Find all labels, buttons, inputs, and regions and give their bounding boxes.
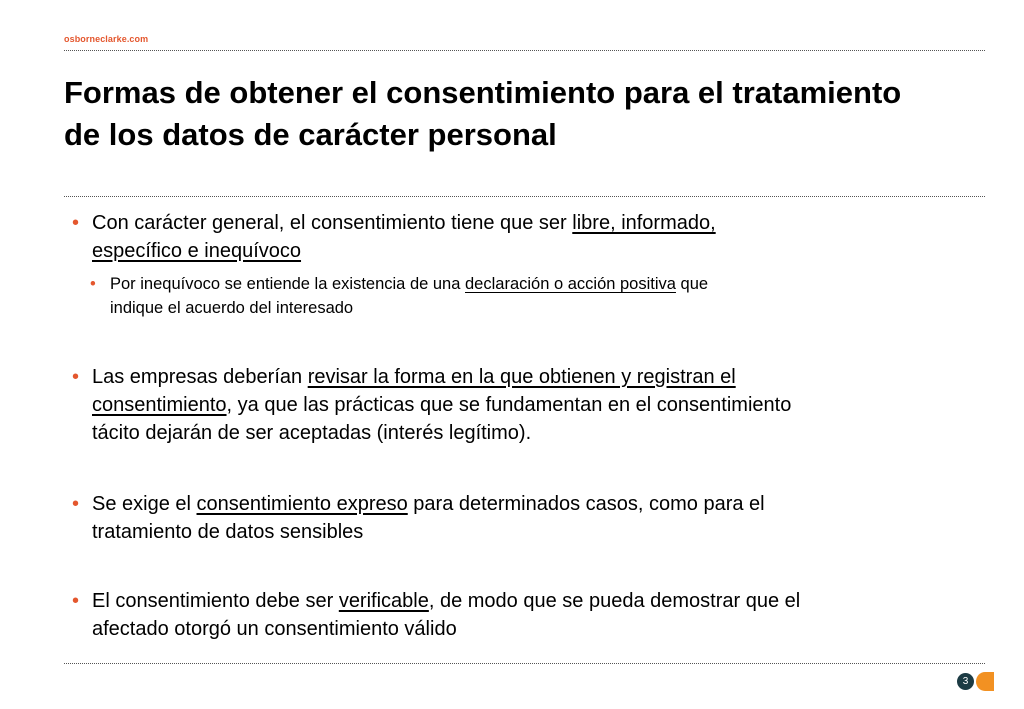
title-line-1: Formas de obtener el consentimiento para el tratamiento	[64, 75, 902, 110]
bullet-dot-icon: •	[72, 212, 80, 234]
underlined-text: revisar la forma en la que obtienen y registran el	[307, 366, 736, 388]
sub-bullet-item	[72, 272, 952, 320]
bullet-text: Con carácter general, el consentimiento tiene que ser	[92, 212, 573, 234]
top-divider	[64, 50, 985, 51]
bullet-item	[72, 587, 952, 643]
bullet-text: Se exige el	[92, 493, 197, 515]
bullet-text: tratamiento de datos sensibles	[92, 521, 364, 543]
bottom-divider	[64, 663, 985, 664]
bullet-dot-icon: •	[72, 590, 80, 612]
underlined-text: consentimiento	[92, 394, 227, 416]
bullet-text: Las empresas deberían	[92, 366, 308, 388]
site-url: osborneclarke.com	[64, 34, 149, 44]
slide-content	[72, 209, 952, 643]
bullet-text: tácito dejarán de ser aceptadas (interés legítimo).	[92, 422, 532, 444]
underlined-text: verificable	[338, 590, 429, 612]
page-number-badge: 3	[957, 673, 974, 690]
bullet-text: afectado otorgó un consentimiento válido	[92, 618, 457, 640]
bullet-item	[72, 209, 952, 265]
bullet-text: para determinados casos, como para el	[407, 493, 765, 515]
bullet-text: , ya que las prácticas que se fundamentan en el consentimiento	[226, 394, 792, 416]
bullet-item	[72, 490, 952, 546]
brand-mark-icon	[976, 672, 994, 691]
title-line-2: de los datos de carácter personal	[64, 117, 557, 152]
title-divider	[64, 196, 985, 197]
underlined-text: declaración o acción positiva	[465, 275, 676, 293]
sub-bullet-text: indique el acuerdo del interesado	[110, 299, 354, 317]
underlined-text: específico e inequívoco	[92, 240, 302, 262]
bullet-item	[72, 363, 952, 447]
sub-bullet-text: Por inequívoco se entiende la existencia de una	[110, 275, 465, 293]
slide-title	[64, 72, 1004, 156]
underlined-text: consentimiento expreso	[196, 493, 408, 515]
bullet-dot-icon: •	[72, 493, 80, 515]
bullet-text: El consentimiento debe ser	[92, 590, 339, 612]
bullet-dot-icon: •	[72, 366, 80, 388]
underlined-text: libre, informado,	[572, 212, 716, 234]
bullet-text: , de modo que se pueda demostrar que el	[428, 590, 801, 612]
bullet-dot-icon: •	[90, 275, 96, 293]
sub-bullet-text: que	[675, 275, 709, 293]
